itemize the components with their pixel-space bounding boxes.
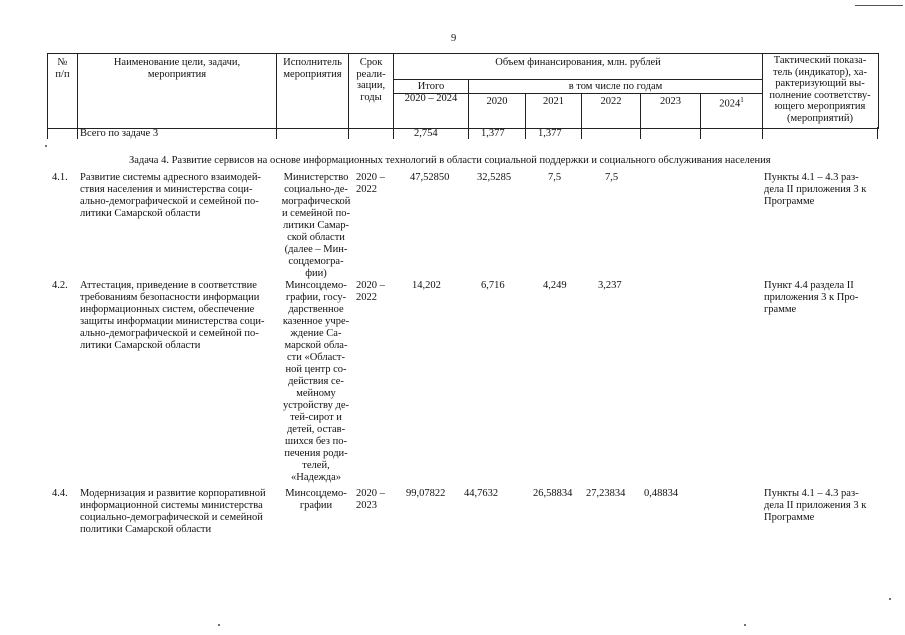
header-executor: Исполнитель мероприятия [283, 57, 342, 80]
row-number: 4.1. [52, 172, 68, 183]
row-2020: 32,5285 [477, 172, 512, 183]
header-name: Наименование цели, задачи, мероприятия [113, 57, 241, 80]
scan-speck [45, 145, 47, 147]
header-total: Итого 2020 – 2024 [404, 81, 458, 104]
row-term: 2020 – 2023 [356, 488, 385, 511]
row-2022: 7,5 [605, 172, 619, 183]
row-name: Развитие системы адресного взаимодей- ствия населения и министерства соци- ально-демографической и семейной по- литики Самарской области [80, 172, 261, 219]
scan-speck [218, 624, 220, 626]
row-2022: 3,237 [598, 280, 622, 291]
total-sum: 2,754 [414, 128, 438, 139]
scan-speck [744, 624, 746, 626]
header-term: Срок реали- зации, годы [356, 57, 386, 103]
row-total: 47,52850 [410, 172, 450, 183]
row-2021: 4,249 [543, 280, 567, 291]
row-number: 4.4. [52, 488, 68, 499]
scan-speck [889, 598, 891, 600]
footnote-mark: 1 [740, 96, 744, 104]
year-2024-label: 2024 [719, 98, 741, 110]
row-number: 4.2. [52, 280, 68, 291]
row-name: Аттестация, приведение в соответствие требованиям безопасности информации информационных систем, обеспечение защиты информации министерства соци- ально-демографической и семейной по- литики Самарской области [80, 280, 265, 351]
row-term: 2020 – 2022 [356, 280, 385, 303]
row-indicator: Пункт 4.4 раздела II приложения 3 к Про- грамме [764, 280, 859, 315]
header-year-2022: 2022 [600, 96, 622, 107]
row-total: 14,202 [412, 280, 441, 291]
total-label: Всего по задаче 3 [80, 128, 159, 139]
row-indicator: Пункты 4.1 – 4.3 раз- дела II приложения 3 к Программе [764, 172, 867, 207]
row-executor: Министерство социально-де- мографической и семейной по- литики Самар- ской области (далее – Мин- соцдемогра- фии) [281, 172, 351, 279]
page-number: 9 [451, 33, 457, 44]
header-indicator: Тактический показа- тель (индикатор), ха- рактеризующий вы- полнение соответству- ющего мероприятия (мероприятий) [769, 55, 871, 124]
row-2022: 27,23834 [586, 488, 626, 499]
row-total: 99,07822 [406, 488, 446, 499]
row-term: 2020 – 2022 [356, 172, 385, 195]
task-title: Задача 4. Развитие сервисов на основе информационных технологий в области социальной поддержки и социального обслуживания населения [129, 155, 771, 166]
total-2021: 1,377 [538, 128, 562, 139]
header-year-2020: 2020 [486, 96, 508, 107]
row-2021: 7,5 [548, 172, 562, 183]
row-executor: Минсоцдемо- графии, госу- дарственное казенное учре- ждение Са- марской обла- сти «Област- ной центр со- действия се- мейному устройству де- тей-сирот и детей, остав- шихся без по- печения роди- телей, «Надежда» [282, 280, 350, 483]
header-finance: Объем финансирования, млн. рублей [495, 57, 661, 68]
row-2020: 6,716 [481, 280, 505, 291]
total-2020: 1,377 [481, 128, 505, 139]
row-executor: Минсоцдемо- графии [285, 488, 347, 511]
scan-edge-line [855, 5, 903, 6]
row-2021: 26,58834 [533, 488, 573, 499]
header-year-2023: 2023 [660, 96, 681, 107]
header-year-2021: 2021 [543, 96, 564, 107]
row-indicator: Пункты 4.1 – 4.3 раз- дела II приложения 3 к Программе [764, 488, 867, 523]
header-by-years: в том числе по годам [568, 81, 663, 92]
header-no: № п/п [55, 57, 70, 80]
row-2020: 44,7632 [464, 488, 499, 499]
row-2023: 0,48834 [644, 488, 679, 499]
header-year-2024 [701, 95, 762, 110]
row-name: Модернизация и развитие корпоративной информационной системы министерства социально-демографической и семейной политики Самарской области [80, 488, 266, 535]
